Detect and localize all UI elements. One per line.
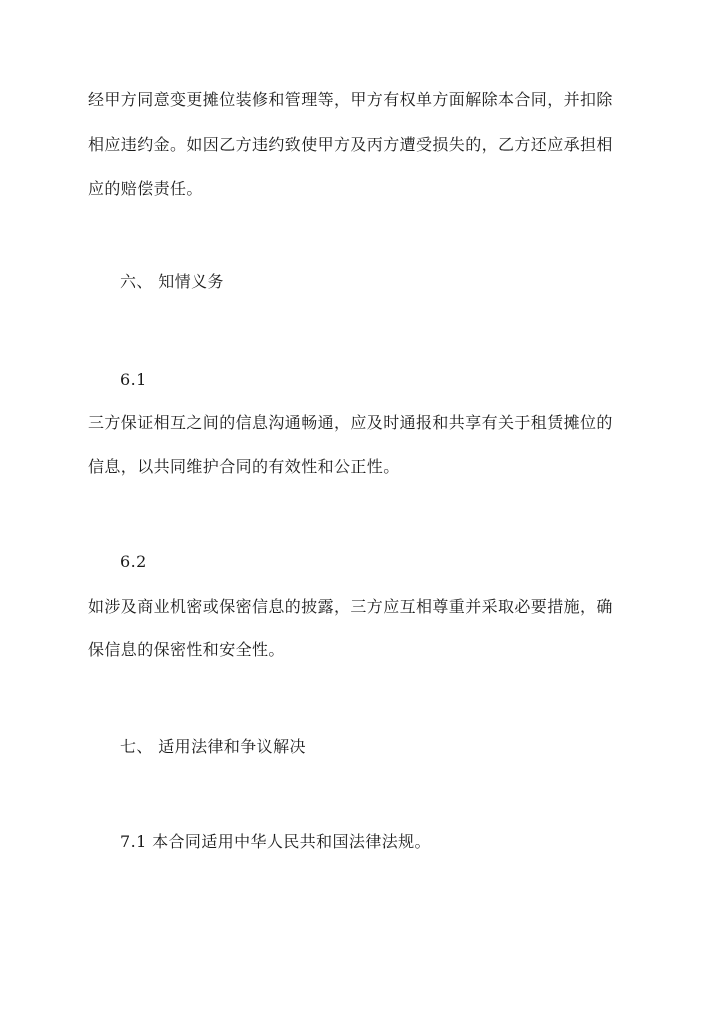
- clause-6-1-line-2: 信息，以共同维护合同的有效性和公正性。: [88, 457, 400, 476]
- clause-6-2-line-1: 如涉及商业机密或保密信息的披露，三方应互相尊重并采取必要措施，确: [88, 597, 613, 616]
- intro-paragraph-line-1: 经甲方同意变更摊位装修和管理等，甲方有权单方面解除本合同，并扣除: [88, 90, 613, 109]
- clause-6-1-line-1: 三方保证相互之间的信息沟通畅通，应及时通报和共享有关于租赁摊位的: [88, 413, 613, 432]
- section-6-heading: 六、 知情义务: [120, 272, 224, 291]
- section-7-heading: 七、 适用法律和争议解决: [120, 737, 306, 756]
- intro-paragraph-line-2: 相应违约金。如因乙方违约致使甲方及丙方遭受损失的，乙方还应承担相: [88, 135, 613, 154]
- clause-6-2-line-2: 保信息的保密性和安全性。: [88, 640, 285, 659]
- clause-6-2-number: 6.2: [120, 552, 147, 571]
- clause-7-1: 7.1 本合同适用中华人民共和国法律法规。: [120, 832, 431, 851]
- intro-paragraph-line-3: 应的赔偿责任。: [88, 179, 203, 198]
- clause-6-1-number: 6.1: [120, 370, 147, 389]
